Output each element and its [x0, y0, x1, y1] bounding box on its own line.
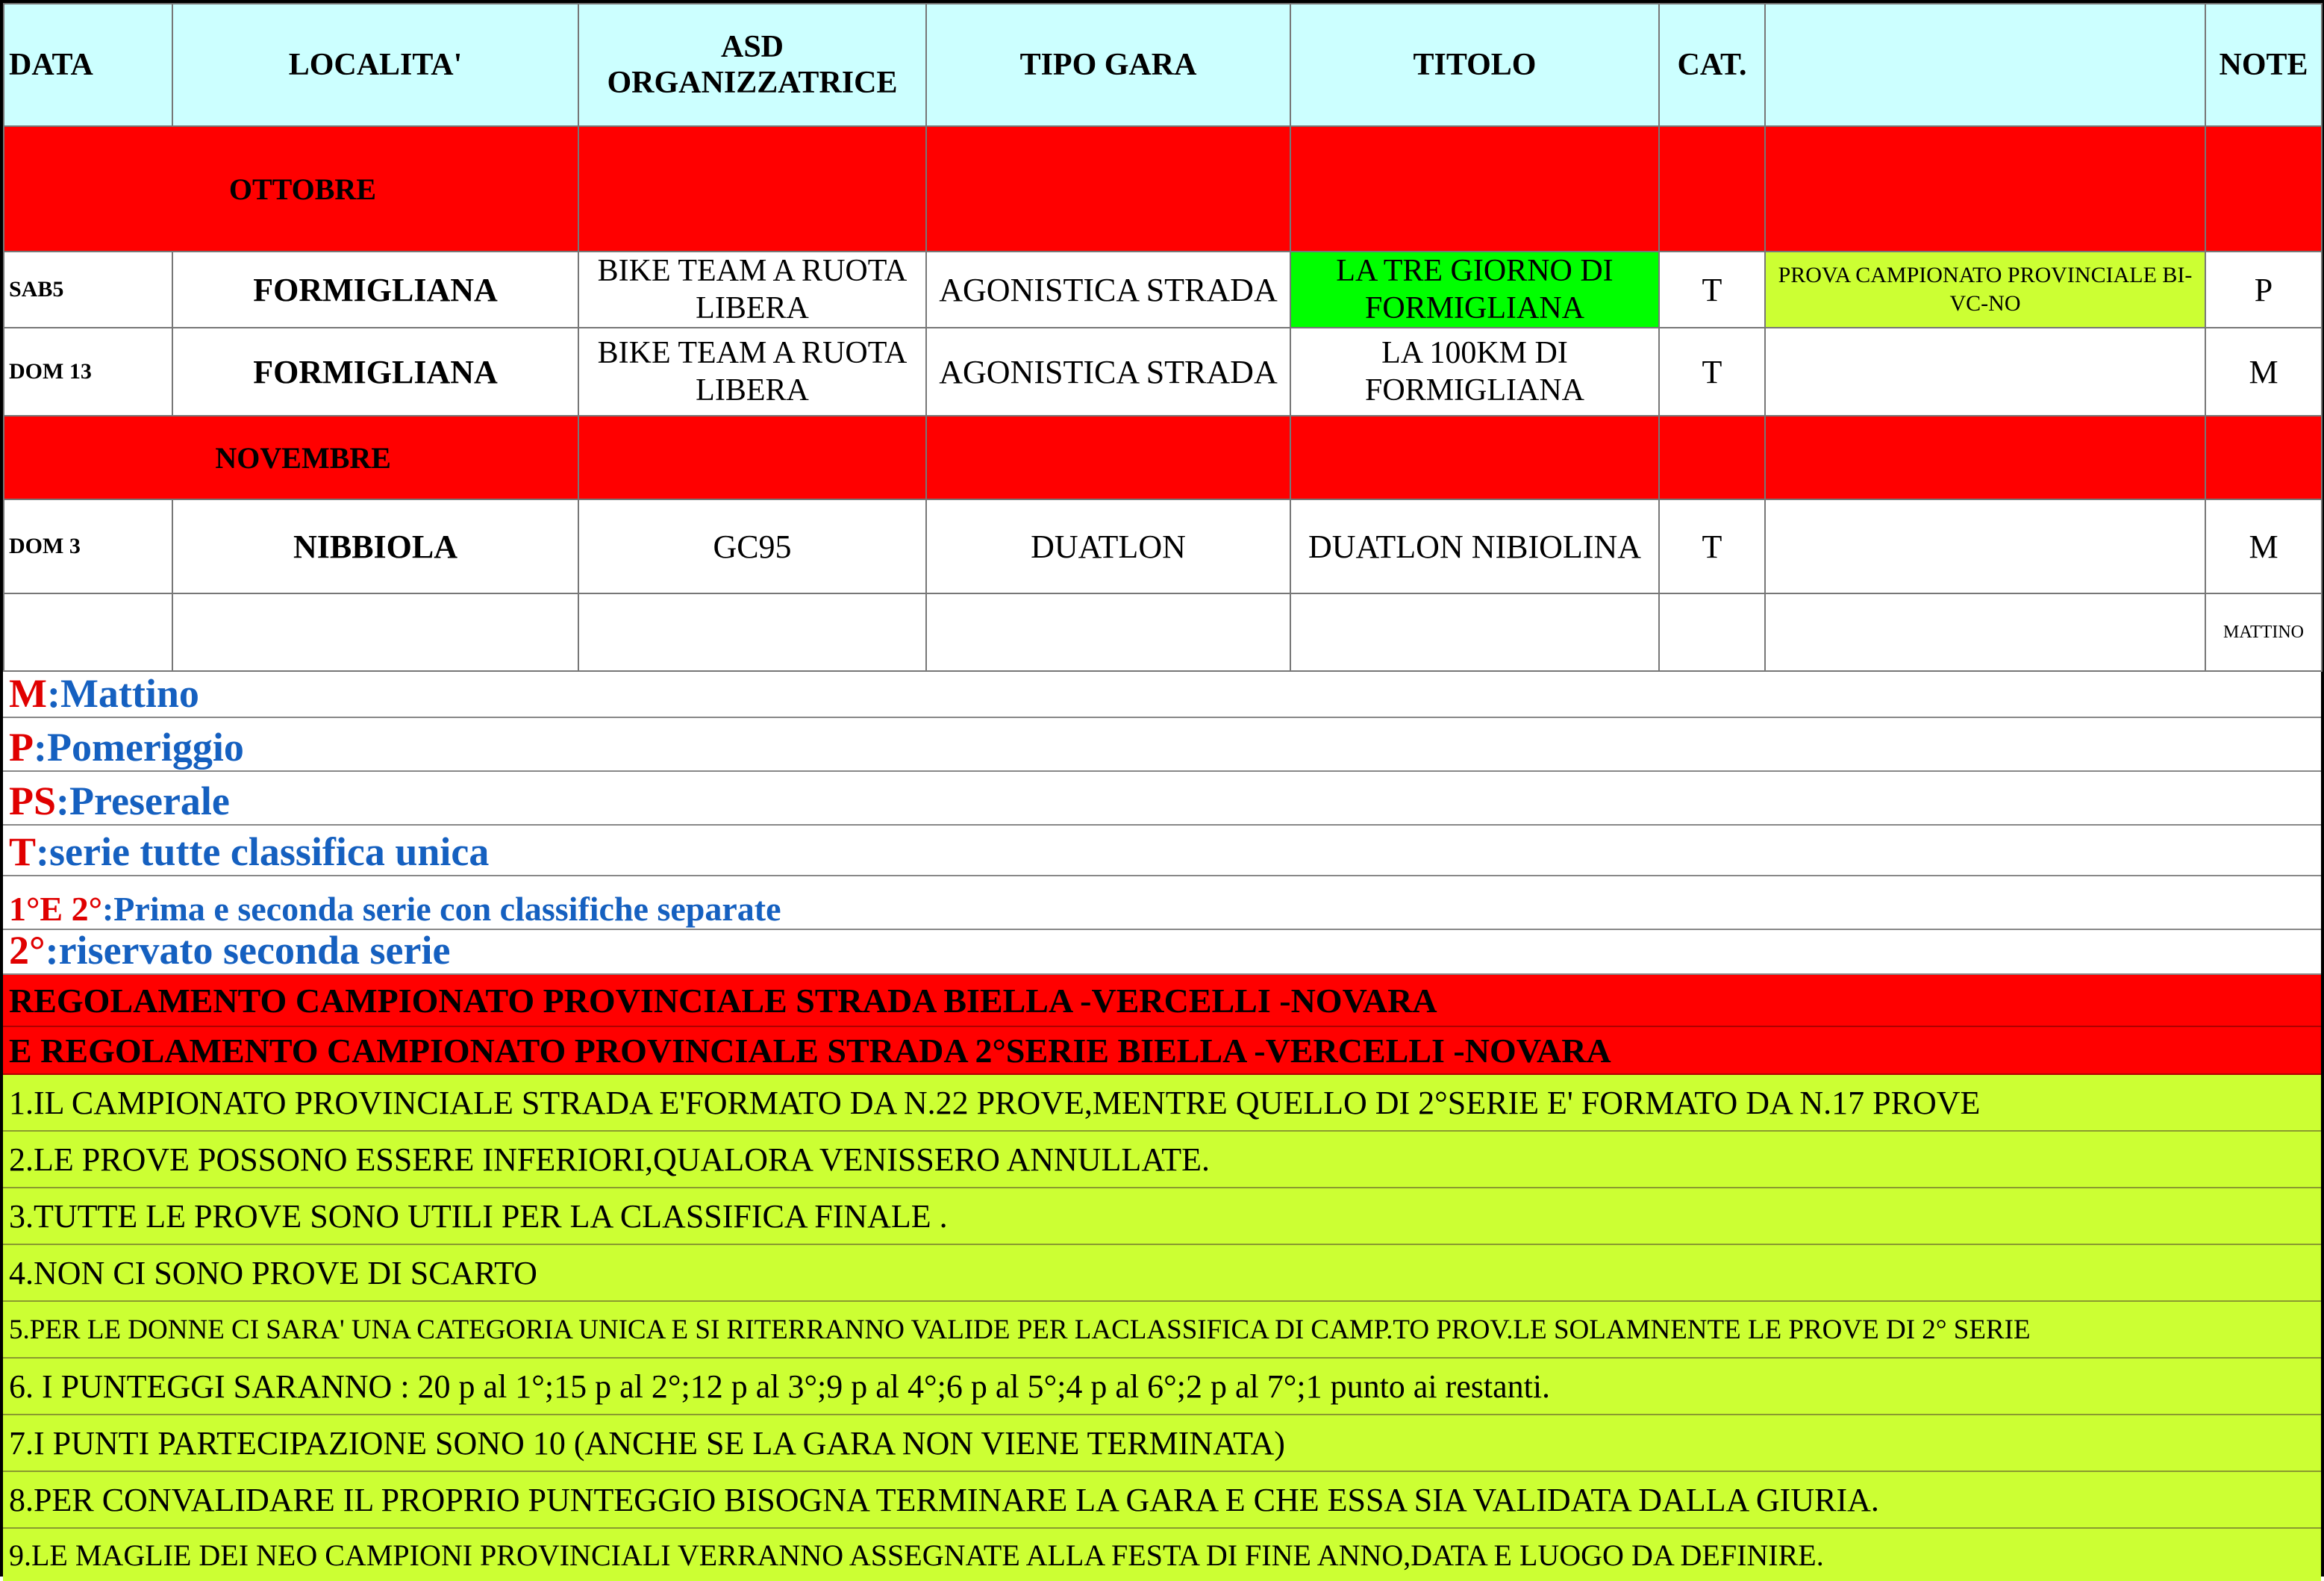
legend-value: :Prima e seconda serie con classifiche separate: [101, 890, 781, 928]
legend-value: :serie tutte classifica unica: [36, 829, 490, 874]
event-asd: BIKE TEAM A RUOTA LIBERA: [578, 328, 926, 416]
event-asd: GC95: [578, 499, 926, 593]
event-date: DOM 13: [4, 328, 172, 416]
legend-key: M: [9, 671, 47, 716]
rule-item: 4.NON CI SONO PROVE DI SCARTO: [3, 1245, 2321, 1302]
event-localita: FORMIGLIANA: [172, 328, 578, 416]
legend-item: [3, 826, 2321, 876]
regolamento-title: [3, 975, 2321, 1075]
legend-item: [3, 772, 2321, 826]
rules-list: [3, 1075, 2321, 1581]
event-titolo: LA TRE GIORNO DI FORMIGLIANA: [1290, 252, 1659, 328]
table-row: [4, 252, 2322, 328]
event-tipo: DUATLON: [926, 499, 1290, 593]
rule-item: 1.IL CAMPIONATO PROVINCIALE STRADA E'FORMATO DA N.22 PROVE,MENTRE QUELLO DI 2°SERIE E' FORMATO DA N.17 PROVE: [3, 1075, 2321, 1132]
header-row: [4, 4, 2322, 126]
event-asd: BIKE TEAM A RUOTA LIBERA: [578, 252, 926, 328]
legend-key: 1°E 2°: [9, 890, 102, 928]
legend-item: [3, 930, 2321, 975]
event-date: SAB5: [4, 252, 172, 328]
col-header-tipo-gara: TIPO GARA: [926, 4, 1290, 126]
table-row: [4, 593, 2322, 671]
event-date: DOM 3: [4, 499, 172, 593]
rule-item: 5.PER LE DONNE CI SARA' UNA CATEGORIA UNICA E SI RITERRANNO VALIDE PER LACLASSIFICA DI CAMP.TO PROV.LE SOLAMNENTE LE PROVE DI 2° SERIE: [3, 1302, 2321, 1359]
legend-value: :riservato seconda serie: [45, 928, 451, 973]
col-header-titolo: TITOLO: [1290, 4, 1659, 126]
event-cat: T: [1659, 252, 1765, 328]
event-cat: T: [1659, 328, 1765, 416]
month-label: OTTOBRE: [4, 126, 578, 252]
event-cat: T: [1659, 499, 1765, 593]
col-header-cat: CAT.: [1659, 4, 1765, 126]
legend-key: PS: [9, 779, 57, 823]
legend-item: [3, 718, 2321, 772]
month-row-novembre: [4, 416, 2322, 499]
legend-key: T: [9, 829, 37, 874]
event-extra: [1765, 328, 2205, 416]
event-titolo: LA 100KM DI FORMIGLIANA: [1290, 328, 1659, 416]
legend-value: :Pomeriggio: [34, 725, 244, 770]
rule-item: 9.LE MAGLIE DEI NEO CAMPIONI PROVINCIALI VERRANNO ASSEGNATE ALLA FESTA DI FINE ANNO,DATA E LUOGO DA DEFINIRE.: [3, 1529, 2321, 1581]
col-header-note: NOTE: [2205, 4, 2322, 126]
event-extra: PROVA CAMPIONATO PROVINCIALE BI-VC-NO: [1765, 252, 2205, 328]
month-row-ottobre: [4, 126, 2322, 252]
regolamento-line: E REGOLAMENTO CAMPIONATO PROVINCIALE STRADA 2°SERIE BIELLA -VERCELLI -NOVARA: [3, 1027, 2321, 1075]
event-note: MATTINO: [2205, 593, 2322, 671]
legend-key: P: [9, 725, 34, 770]
rule-item: 8.PER CONVALIDARE IL PROPRIO PUNTEGGIO BISOGNA TERMINARE LA GARA E CHE ESSA SIA VALIDATA DALLA GIURIA.: [3, 1472, 2321, 1529]
rule-item: 3.TUTTE LE PROVE SONO UTILI PER LA CLASSIFICA FINALE .: [3, 1188, 2321, 1245]
event-note: M: [2205, 499, 2322, 593]
events-table: [3, 3, 2323, 672]
event-note: P: [2205, 252, 2322, 328]
event-note: M: [2205, 328, 2322, 416]
event-tipo: AGONISTICA STRADA: [926, 252, 1290, 328]
col-header-extra: [1765, 4, 2205, 126]
legend-item: [3, 876, 2321, 930]
rule-item: 2.LE PROVE POSSONO ESSERE INFERIORI,QUALORA VENISSERO ANNULLATE.: [3, 1132, 2321, 1188]
event-localita: NIBBIOLA: [172, 499, 578, 593]
col-header-asd: ASD ORGANIZZATRICE: [578, 4, 926, 126]
regolamento-line: REGOLAMENTO CAMPIONATO PROVINCIALE STRADA BIELLA -VERCELLI -NOVARA: [3, 975, 2321, 1027]
col-header-localita: LOCALITA': [172, 4, 578, 126]
event-titolo: DUATLON NIBIOLINA: [1290, 499, 1659, 593]
month-label: NOVEMBRE: [4, 416, 578, 499]
event-tipo: AGONISTICA STRADA: [926, 328, 1290, 416]
event-extra: [1765, 499, 2205, 593]
legend-item: [3, 672, 2321, 718]
legend-key: 2°: [9, 928, 46, 973]
table-row: [4, 328, 2322, 416]
rule-item: 7.I PUNTI PARTECIPAZIONE SONO 10 (ANCHE SE LA GARA NON VIENE TERMINATA): [3, 1415, 2321, 1472]
table-row: [4, 499, 2322, 593]
legend: [3, 672, 2321, 975]
legend-value: :Preserale: [56, 779, 230, 823]
event-localita: FORMIGLIANA: [172, 252, 578, 328]
rule-item: 6. I PUNTEGGI SARANNO : 20 p al 1°;15 p al 2°;12 p al 3°;9 p al 4°;6 p al 5°;4 p al 6°;2 p al 7°;1 punto ai restanti.: [3, 1359, 2321, 1415]
col-header-data: DATA: [4, 4, 172, 126]
legend-value: :Mattino: [46, 671, 199, 716]
